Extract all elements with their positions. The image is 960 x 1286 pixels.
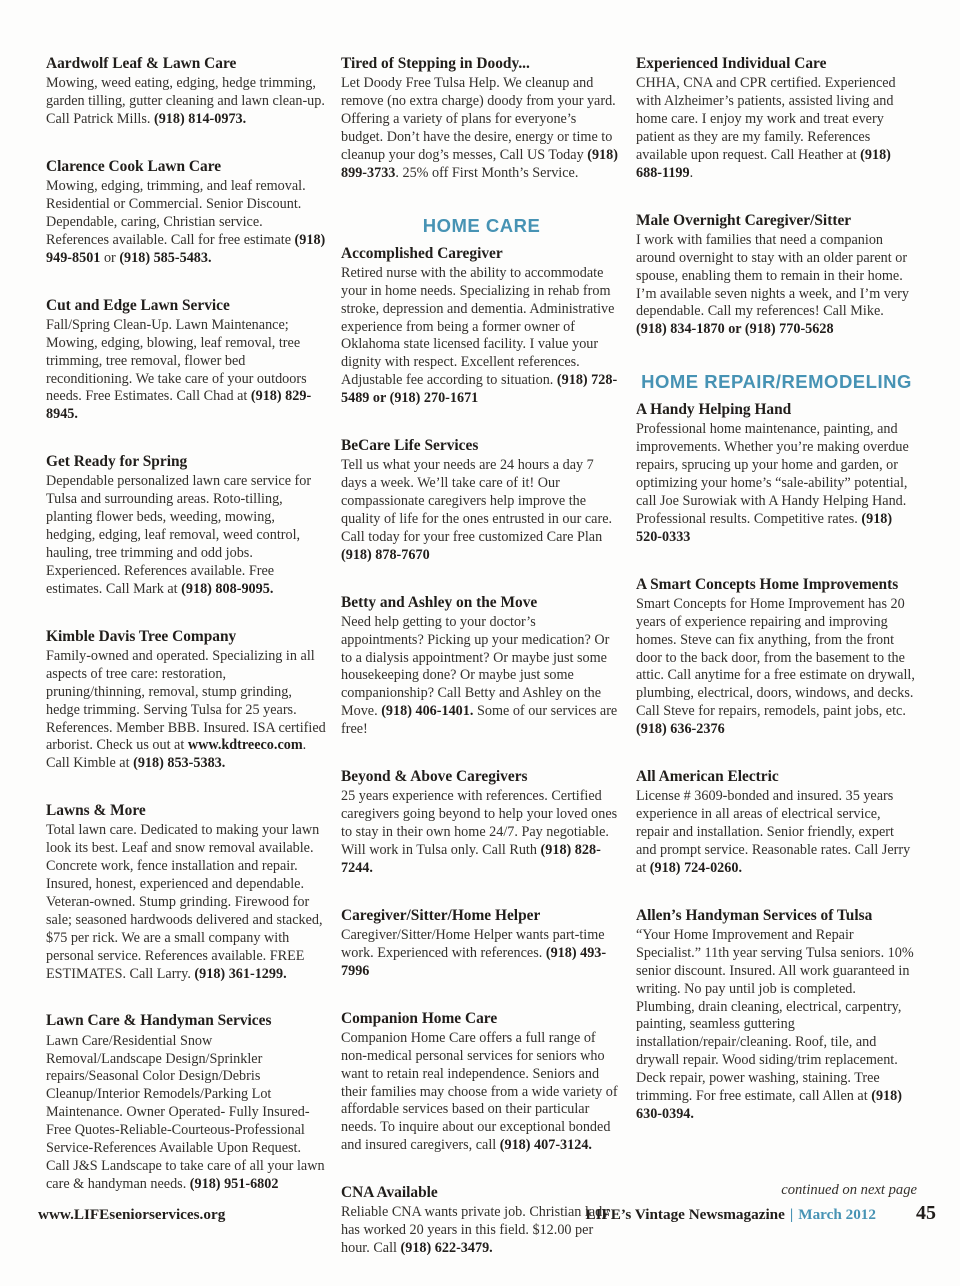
ad-text: Retired nurse with the ability to accommodate your in home needs. Specializing in rehab from stroke, depression and dementia. Administrative experience from being a former owner of Oklahoma state licensed facility. I value your dignity with respect. Excellent references. Adjustable fee according to situation. [341,264,615,389]
ad-phone-or-link: (918) 622-3479. [400,1240,493,1257]
ad-body [636,788,917,877]
ad-phone-or-link: (918) 834-1870 or (918) 770-5628 [636,321,834,338]
ad-body [341,457,622,564]
ad-body [341,927,622,981]
ad-text: I work with families that need a companion around overnight to stay with an older parent or spouse, enabling them to remain in their home. I’m available seven nights a week, and I’m very dependable. Call my references! Call Mike. [636,231,910,320]
ad-listing [341,436,622,565]
ad-phone-or-link: (918) 878-7670 [341,546,430,563]
footer-issue-date: March 2012 [798,1206,876,1223]
ad-text: Smart Concepts for Home Improvement has 20 years of experience repairing and improving homes. Steve can fix anything, from the front door to the back door, from the basement to the attic. Call anytime for a free estimate on drywall, plumbing, electrical, doors, windows, and decks. Call Steve for repairs, remodels, paint jobs, etc. [636,595,915,720]
ad-listing [636,906,917,1124]
ad-title: Accomplished Caregiver [341,244,503,262]
ad-phone-or-link: (918) 361-1299. [194,965,287,982]
ad-text: or [100,249,120,266]
ad-listing [636,767,917,878]
ad-phone-or-link: (918) 493-7996 [341,944,607,979]
ad-phone-or-link: (918) 724-0260. [649,859,743,876]
ad-text: Some of our services are free! [341,703,618,738]
ad-title: Male Overnight Caregiver/Sitter [636,211,852,229]
ad-title: Betty and Ashley on the Move [341,593,538,611]
ad-listing [46,54,327,129]
ad-title: CNA Available [341,1184,438,1202]
ad-body [341,788,622,877]
ad-text: Fall/Spring Clean-Up. Lawn Maintenance; Mowing, edging, blowing, leaf removal, tree trimming, tree removal, flower bed reconditioning. We take care of your outdoors needs. Free Estimates. Call Chad at [46,316,307,405]
ad-title: Lawn Care & Handyman Services [46,1012,272,1030]
ad-listing [341,593,622,739]
ad-title: Get Ready for Spring [46,453,188,471]
ad-text: . Call Kimble at [46,737,307,772]
ad-title: Allen’s Handyman Services of Tulsa [636,906,873,924]
ad-body [46,473,327,598]
ad-listing [46,1011,327,1193]
ad-title: Aardwolf Leaf & Lawn Care [46,55,237,72]
ad-phone-or-link: (918) 406-1401. [381,703,474,720]
ad-body [636,75,917,182]
footer-pipe-divider: | [789,1206,794,1223]
ad-phone-or-link: (918) 853-5383. [133,755,226,772]
ad-listing [341,767,622,878]
ad-text: CHHA, CNA and CPR certified. Experienced with Alzheimer’s patients, assisted living and home care. I enjoy my work and treat every patient as they are my family. References available upon request. Call Heather at [636,75,896,163]
ad-listing [46,157,327,268]
ad-title: Cut and Edge Lawn Service [46,296,230,314]
ad-text: 25 years experience with references. Certified caregivers going beyond to help your loved ones to stay in their own home 24/7. Pay negotiable. Will work in Tulsa only. Call Ruth [341,788,618,858]
ad-body [636,232,917,339]
ad-phone-or-link: (918) 814-0973. [153,111,247,128]
ad-listing [636,400,917,546]
ad-text: Family-owned and operated. Specializing in all aspects of tree care: restoration, pruning/thinning, removal, stump grinding, hedge trimming. Serving Tulsa for 25 years. References. Member BBB. Insured. ISA certified arborist. Check us out at [46,647,326,754]
ad-text: License # 3609-bonded and insured. 35 years experience in all areas of electrical service, repair and installation. Senior friendly, expert and prompt service. Reasonable rates. Call Jerry at [636,788,911,876]
classifieds-columns [46,54,918,1286]
page-footer [38,1202,936,1225]
continued-note: continued on next page [781,1181,917,1198]
ad-text: Companion Home Care offers a full range of non-medical personal services for seniors who want to retain real independence. Seniors and their families may choose from a wide variety of affordable services based on their particular needs. To inquire about our exceptional bonded and insured caregivers, call [341,1029,618,1154]
ad-listing [46,296,327,425]
ad-body [46,822,327,983]
column-1 [46,54,327,1286]
ad-title: All American Electric [636,768,779,786]
ad-body [636,927,917,1124]
ad-text: Mowing, edging, trimming, and leaf removal. Residential or Commercial. Senior Discount. Dependable, caring, Christian service. References available. Call for free estimate [46,178,306,248]
ad-phone-or-link: (918) 949-8501 [46,231,326,266]
ad-listing [46,801,327,983]
ad-title: Tired of Stepping in Doody... [341,55,530,72]
ad-text: Lawn Care/Residential Snow Removal/Landscape Design/Sprinkler repairs/Seasonal Color Design/Debris Cleanup/Interior Remodels/Parking Lot Maintenance. Owner Operated- Fully Insured- Free Quotes-Reliable-Courteous-Professional Service-References Available Upon Request. Call J&S Landscape to take care of all your lawn care & handyman needs. [46,1032,325,1192]
ad-listing [341,244,622,408]
ad-title: A Handy Helping Hand [636,401,792,419]
ad-listing [341,1009,622,1155]
ad-body [46,75,327,129]
ad-title: Experienced Individual Care [636,55,827,72]
ad-text: Need help getting to your doctor’s appointments? Picking up your medication? Or to a dialysis appointment? Or maybe just some housekeeping done? Or maybe just some companionship? Call Betty and Ashley on the Move. [341,613,610,720]
ad-text: . [689,164,694,181]
ad-body [46,648,327,773]
ad-text: Let Doody Free Tulsa Help. We cleanup and remove (no extra charge) doody from your yard. Offering a variety of plans for everyone’s budget. Don’t have the desire, energy or time to cleanup your dog’s messes, Call US Today [341,75,616,163]
ad-body [46,1033,327,1194]
ad-title: Lawns & More [46,802,146,820]
ad-body [636,421,917,546]
ad-body [341,614,622,739]
ad-title: Kimble Davis Tree Company [46,627,237,645]
ad-phone-or-link: (918) 899-3733 [341,146,618,181]
ad-body [46,178,327,267]
ad-text: Mowing, weed eating, edging, hedge trimming, garden tilling, gutter cleaning and lawn clean-up. Call Patrick Mills. [46,75,325,128]
ad-listing [636,211,917,340]
ad-body [46,317,327,424]
footer-right [585,1202,936,1225]
ad-phone-or-link: (918) 728-5489 or (918) 270-1671 [341,372,618,407]
ad-text: . 25% off First Month’s Service. [395,164,579,181]
column-2 [341,54,622,1286]
ad-phone-or-link: (918) 520-0333 [636,510,893,545]
ad-phone-or-link: (918) 585-5483. [119,249,212,266]
ad-body [341,1030,622,1155]
ad-title: Clarence Cook Lawn Care [46,157,222,175]
ad-phone-or-link: (918) 688-1199 [636,146,891,181]
ad-title: Beyond & Above Caregivers [341,768,528,786]
section-header: HOME CARE [422,214,541,236]
ad-text: Professional home maintenance, painting, and improvements. Whether you’re making overdue repairs, sprucing up your home and garden, or optimizing your home’s “sale-ability” potential, call Joe Surowiak with A Handy Helping Hand. Professional results. Competitive rates. [636,421,909,527]
ad-phone-or-link: (918) 951-6802 [189,1175,279,1192]
ad-listing [341,906,622,981]
footer-page-number: 45 [916,1202,936,1224]
ad-body [341,265,622,408]
ad-listing [636,575,917,739]
ad-title: Companion Home Care [341,1009,498,1027]
ad-title: BeCare Life Services [341,436,479,454]
ad-listing [46,452,327,598]
footer-website: www.LIFEseniorservices.org [38,1206,226,1223]
ad-listing [636,54,917,183]
ad-listing [46,627,327,773]
ad-text: Reliable CNA wants private job. Christian lady has worked 20 years in this field. $12.00 per hour. Call [341,1204,610,1257]
ad-phone-or-link: (918) 636-2376 [636,721,725,738]
ad-text: Dependable personalized lawn care service for Tulsa and surrounding areas. Roto-tilling, planting flower beds, weeding, mowing, hedging, edging, leaf removal, weed control, hauling, tree trimming and odd jobs. Experienced. References available. Free estimates. Call Mark at [46,473,312,597]
ad-phone-or-link: www.kdtreeco.com [187,737,303,754]
ad-text: “Your Home Improvement and Repair Specialist.” 11th year serving Tulsa seniors. 10% senior discount. Insured. All work guaranteed in writing. No pay until job is completed. Plumbing, drain cleaning, electrical, carpentry, painting, seamless guttering installation/repair/cleaning. Roof, tile, and drywall repair. Wood siding/trim replacement. Deck repair, power washing, staining. Tree trimming. For free estimate, call Allen at [636,927,914,1105]
ad-phone-or-link: (918) 808-9095. [181,580,274,597]
ad-text: Tell us what your needs are 24 hours a day 7 days a week. We’ll take care of it! Our compassionate caregivers help improve the quality of life for the ones entrusted in our care. Call today for your free customized Care Plan [341,457,613,545]
ad-body [341,75,622,182]
ad-text: Caregiver/Sitter/Home Helper wants part-time work. Experienced with references. [341,927,605,961]
ad-title: Caregiver/Sitter/Home Helper [341,906,541,924]
column-3 [636,54,917,1286]
section-header: HOME REPAIR/REMODELING [641,371,912,393]
ad-phone-or-link: (918) 829-8945. [46,388,312,423]
ad-phone-or-link: (918) 828-7244. [341,841,601,876]
ad-phone-or-link: (918) 630-0394. [636,1088,902,1122]
footer-magazine-title: LIFE’s Vintage Newsmagazine [585,1206,785,1223]
ad-body [636,596,917,739]
ad-title: A Smart Concepts Home Improvements [636,575,899,593]
ad-text: Total lawn care. Dedicated to making your lawn look its best. Leaf and snow removal available. Concrete work, fence installation and repair. Insured, honest, experienced and dependable. Veteran-owned. Stump grinding. Firewood for sale; seasoned hardwoods delivered and stacked, $75 per rick. We are a small company with personal service. References available. FREE ESTIMATES. Call Larry. [46,822,323,982]
ad-listing [341,54,622,183]
ad-phone-or-link: (918) 407-3124. [499,1137,592,1154]
